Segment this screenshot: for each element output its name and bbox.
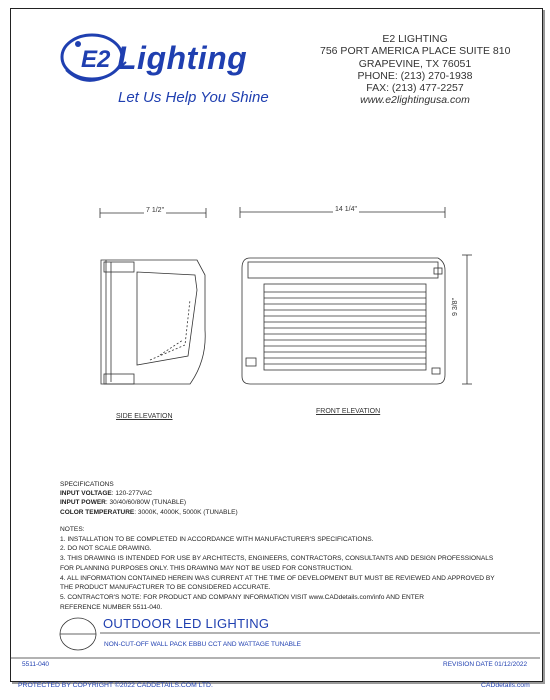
note-line: 4. ALL INFORMATION CONTAINED HEREIN WAS CURRENT AT THE TIME OF DEVELOPMENT BUT MUST BE REVIEWED AND APPROVED BY — [60, 574, 495, 582]
spec-input-power-value: : 30/40/60/80W (TUNABLE) — [105, 499, 187, 507]
caddetails-link[interactable]: CADdetails.com — [481, 682, 530, 689]
front-width-dimension: 14 1/4" — [335, 206, 357, 213]
drawing-subtitle: NON-CUT-OFF WALL PACK EBBU CCT AND WATTAGE TUNABLE — [104, 641, 301, 648]
company-address-line-2: GRAPEVINE, TX 76051 — [358, 57, 472, 70]
spec-color-temp — [60, 508, 238, 517]
spec-input-power — [60, 498, 238, 507]
drawing-title: OUTDOOR LED LIGHTING — [103, 616, 270, 631]
spec-color-temp-value: : 3000K, 4000K, 5000K (TUNABLE) — [134, 508, 238, 516]
tagline: Let Us Help You Shine — [118, 89, 269, 106]
company-info — [320, 33, 510, 107]
company-fax: FAX: (213) 477-2257 — [366, 82, 464, 95]
note-line: THE PRODUCT MANUFACTURER TO BE CONSIDERED ACCURATE. — [60, 584, 271, 592]
front-elevation-drawing — [240, 207, 472, 384]
note-line: 1. INSTALLATION TO BE COMPLETED IN ACCORDANCE WITH MANUFACTURER'S SPECIFICATIONS. — [60, 535, 374, 543]
logo-brand-text: Lighting — [117, 40, 248, 76]
spec-color-temp-label: COLOR TEMPERATURE — [60, 508, 135, 516]
note-line: 2. DO NOT SCALE DRAWING. — [60, 545, 152, 553]
revision-date: REVISION DATE 01/12/2022 — [443, 661, 528, 668]
specs-heading: SPECIFICATIONS — [60, 481, 114, 488]
logo-badge: E2 — [81, 46, 111, 73]
company-website-link[interactable]: www.e2lightingusa.com — [360, 94, 470, 107]
side-elevation-drawing — [100, 208, 206, 384]
front-elevation-caption: FRONT ELEVATION — [316, 408, 381, 415]
reference-number: 5511-040 — [22, 661, 49, 668]
company-name: E2 LIGHTING — [382, 33, 448, 45]
side-width-dimension: 7 1/2" — [146, 207, 165, 214]
specifications — [60, 480, 238, 517]
note-line: 3. THIS DRAWING IS INTENDED FOR USE BY ARCHITECTS, ENGINEERS, CONTRACTORS, CONSULTANTS AND DESIGN PROFESSIONALS — [60, 555, 494, 563]
notes-heading: NOTES: — [60, 526, 85, 533]
front-height-dimension: 9 3/8" — [452, 297, 459, 316]
note-line: 5. CONTRACTOR'S NOTE: FOR PRODUCT AND COMPANY INFORMATION VISIT www.CADdetails.com/info AND ENTER — [60, 593, 424, 601]
spec-input-voltage — [60, 489, 238, 498]
side-elevation-caption: SIDE ELEVATION — [116, 413, 173, 420]
spec-input-power-label: INPUT POWER — [60, 499, 106, 507]
copyright-notice: PROTECTED BY COPYRIGHT ©2022 CADDETAILS.COM LTD. — [18, 682, 213, 689]
spec-input-voltage-label: INPUT VOLTAGE — [60, 490, 112, 498]
title-block-frame — [10, 618, 540, 658]
notes — [60, 525, 495, 612]
spec-input-voltage-value: : 120-277VAC — [111, 490, 153, 498]
company-address-line-1: 756 PORT AMERICA PLACE SUITE 810 — [320, 45, 511, 58]
note-line: FOR PLANNING PURPOSES ONLY. THIS DRAWING MAY NOT BE USED FOR CONSTRUCTION. — [60, 564, 353, 572]
company-phone: PHONE: (213) 270-1938 — [357, 69, 473, 82]
note-line: REFERENCE NUMBER 5511-040. — [60, 603, 163, 611]
